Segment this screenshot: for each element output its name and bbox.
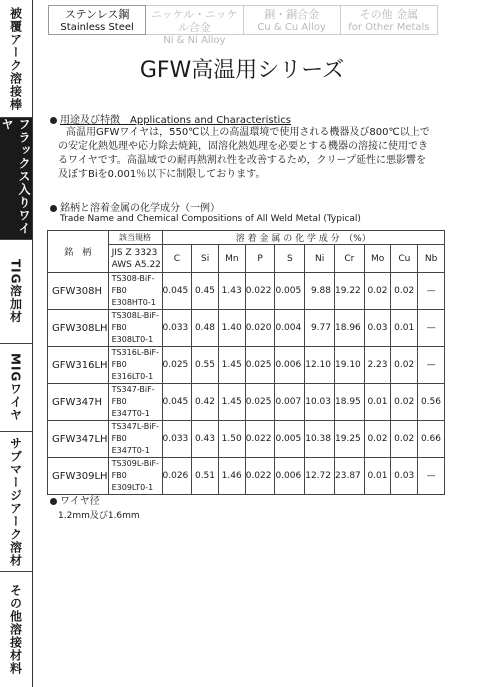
body-line: 及ぼすBiを0.001％以下に制限しております。: [58, 169, 266, 180]
cell-value: 1.43: [218, 273, 245, 310]
cell-value: 0.022: [245, 458, 275, 495]
cell-value: 9.77: [305, 310, 335, 347]
cell-standard: [108, 310, 162, 347]
cell-jis: TS347-BiF-FB0: [111, 385, 155, 406]
side-tab-label: MIGワイヤ: [8, 353, 23, 422]
cell-standard: [108, 384, 162, 421]
cell-value: 0.02: [391, 347, 418, 384]
header-element: Cr: [335, 245, 365, 273]
cell-value: 1.50: [218, 421, 245, 458]
cell-value: 0.006: [275, 347, 305, 384]
cell-standard: [108, 421, 162, 458]
cell-value: 2.23: [364, 347, 391, 384]
cell-aws: E308HT0-1: [111, 298, 156, 307]
cell-value: 0.01: [364, 384, 391, 421]
cell-value: 0.045: [162, 384, 192, 421]
cell-value: 0.01: [391, 310, 418, 347]
cell-jis: TS347L-BiF-FB0: [111, 422, 159, 443]
sidebar-divider: [32, 0, 33, 687]
header-element: Si: [192, 245, 219, 273]
tab-label-en: Cu & Cu Alloy: [257, 22, 326, 33]
cell-value: 0.01: [364, 458, 391, 495]
applications-heading-en: Applications and Characteristics: [130, 115, 292, 126]
table-row: [48, 310, 445, 347]
cell-value: 0.005: [275, 273, 305, 310]
cell-value: 0.56: [418, 384, 445, 421]
cell-value: 0.02: [364, 273, 391, 310]
cell-value: 0.033: [162, 421, 192, 458]
table-row: [48, 347, 445, 384]
side-tab-tig-filler[interactable]: [0, 240, 32, 344]
tab-label-jp: 銅・銅合金: [264, 8, 320, 21]
composition-heading: [50, 199, 220, 214]
wire-heading-text: ワイヤ径: [60, 496, 100, 507]
cell-value: 0.03: [391, 458, 418, 495]
header-jis-aws: [108, 245, 162, 273]
cell-value: 0.020: [245, 310, 275, 347]
cell-value: 0.006: [275, 458, 305, 495]
header-chemical: 溶 着 金 属 の 化 学 成 分 （%）: [162, 231, 445, 245]
cell-brand: GFW308H: [48, 273, 109, 310]
cell-value: —: [418, 347, 445, 384]
tab-label-jp: ステンレス鋼: [64, 8, 130, 21]
header-jis: JIS Z 3323: [111, 247, 158, 258]
wire-sizes: 1.2mm及び1.6mm: [58, 511, 140, 521]
cell-value: —: [418, 273, 445, 310]
cell-jis: TS316L-BiF-FB0: [111, 348, 159, 369]
table-row: [48, 421, 445, 458]
composition-heading-en: Trade Name and Chemical Compositions of All Weld Metal (Typical): [60, 214, 361, 224]
cell-value: 0.03: [364, 310, 391, 347]
body-line: 高温用GFWワイヤは，550℃以上の高温環境で使用される機器及び800℃以上で: [66, 127, 430, 138]
tab-ni-alloy[interactable]: [146, 5, 243, 46]
table-row: [48, 384, 445, 421]
tab-label-jp: ニッケル・ニッケル合金: [151, 8, 238, 34]
cell-value: 0.02: [364, 421, 391, 458]
header-element: Ni: [305, 245, 335, 273]
cell-value: 19.25: [335, 421, 365, 458]
header-element: Cu: [391, 245, 418, 273]
cell-brand: GFW347H: [48, 384, 109, 421]
cell-value: 0.02: [391, 421, 418, 458]
side-tab-label: サブマージアーク溶材: [8, 436, 23, 567]
body-line: るワイヤです。高温域での耐再熱割れ性を改善するため，クリープ延性に悪影響を: [58, 155, 426, 166]
cell-value: 9.88: [305, 273, 335, 310]
cell-value: 0.005: [275, 421, 305, 458]
bullet-icon: [50, 205, 57, 212]
tab-label-en: Stainless Steel: [60, 22, 134, 33]
side-tab-label: 被覆アーク溶接棒: [8, 6, 23, 111]
cell-value: 12.10: [305, 347, 335, 384]
cell-value: 10.03: [305, 384, 335, 421]
cell-aws: E347T0-1: [111, 409, 150, 418]
cell-value: 0.004: [275, 310, 305, 347]
cell-aws: E347T0-1: [111, 446, 150, 455]
cell-brand: GFW308LH: [48, 310, 109, 347]
tab-label-en: for Other Metals: [348, 22, 430, 33]
cell-standard: [108, 347, 162, 384]
cell-value: 0.48: [192, 310, 219, 347]
applications-body: [58, 126, 453, 182]
side-tab-label: その他溶接材料: [8, 584, 23, 675]
cell-value: 0.007: [275, 384, 305, 421]
cell-value: 0.026: [162, 458, 192, 495]
applications-heading: [50, 111, 291, 126]
applications-heading-jp: 用途及び特徴: [60, 115, 120, 126]
cell-aws: E309LT0-1: [111, 483, 154, 492]
cell-brand: GFW316LH: [48, 347, 109, 384]
header-element: P: [245, 245, 275, 273]
cell-value: 12.72: [305, 458, 335, 495]
side-tab-mig-wire[interactable]: [0, 344, 32, 432]
cell-standard: [108, 458, 162, 495]
header-aws: AWS A5.22: [111, 259, 161, 270]
header-element: S: [275, 245, 305, 273]
cell-value: 18.95: [335, 384, 365, 421]
cell-brand: GFW347LH: [48, 421, 109, 458]
side-tab-flux-cored-wire[interactable]: [0, 118, 32, 240]
composition-table: [47, 230, 445, 495]
applications-heading-text: [60, 115, 291, 126]
tab-cu-alloy[interactable]: [244, 5, 341, 35]
cell-value: 0.022: [245, 421, 275, 458]
header-element: Mo: [364, 245, 391, 273]
side-tab-label: TIG溶加材: [8, 259, 23, 324]
page-title: GFW高温用シリーズ: [139, 58, 345, 83]
cell-value: 0.43: [192, 421, 219, 458]
tab-label-jp: その他 金属: [359, 8, 419, 21]
side-tab-submerged-arc[interactable]: [0, 432, 32, 572]
side-tab-other[interactable]: [0, 572, 32, 687]
header-brand: 銘 柄: [48, 231, 109, 273]
tab-label-en: Ni & Ni Alloy: [163, 35, 226, 46]
cell-value: 1.45: [218, 384, 245, 421]
cell-value: 0.51: [192, 458, 219, 495]
body-line: の安定化熱処理や応力除去焼鈍，固溶化熱処理を必要とする機器の溶接に使用でき: [58, 141, 428, 152]
table-row: [48, 273, 445, 310]
top-category-nav: [48, 5, 438, 46]
tab-stainless-steel[interactable]: [48, 5, 146, 35]
cell-value: 0.025: [162, 347, 192, 384]
cell-value: 0.45: [192, 273, 219, 310]
cell-value: 0.025: [245, 347, 275, 384]
cell-aws: E316LT0-1: [111, 372, 154, 381]
side-nav: [0, 0, 33, 687]
cell-value: 1.40: [218, 310, 245, 347]
table-row: [48, 458, 445, 495]
cell-aws: E308LT0-1: [111, 335, 154, 344]
header-element: C: [162, 245, 192, 273]
wire-heading: [50, 492, 100, 507]
cell-value: 23.87: [335, 458, 365, 495]
cell-value: 19.10: [335, 347, 365, 384]
composition-heading-jp: 銘柄と溶着金属の化学成分（一例）: [60, 203, 220, 214]
cell-value: —: [418, 310, 445, 347]
cell-value: 1.45: [218, 347, 245, 384]
cell-value: 19.22: [335, 273, 365, 310]
cell-value: 0.033: [162, 310, 192, 347]
cell-value: —: [418, 458, 445, 495]
cell-jis: TS309L-BiF-FB0: [111, 459, 159, 480]
header-element: Mn: [218, 245, 245, 273]
cell-brand: GFW309LH: [48, 458, 109, 495]
cell-standard: [108, 273, 162, 310]
cell-value: 0.66: [418, 421, 445, 458]
bullet-icon: [50, 117, 57, 124]
cell-value: 1.46: [218, 458, 245, 495]
cell-value: 0.02: [391, 384, 418, 421]
cell-value: 0.025: [245, 384, 275, 421]
cell-value: 0.55: [192, 347, 219, 384]
tab-other-metals[interactable]: [341, 5, 438, 35]
side-tab-label: フラックス入りワイヤ: [0, 118, 31, 235]
bullet-icon: [50, 498, 57, 505]
cell-value: 0.02: [391, 273, 418, 310]
cell-value: 0.42: [192, 384, 219, 421]
cell-value: 0.022: [245, 273, 275, 310]
cell-jis: TS308-BiF-FB0: [111, 274, 155, 295]
header-standard: 該当規格: [108, 231, 162, 245]
header-element: Nb: [418, 245, 445, 273]
cell-value: 0.045: [162, 273, 192, 310]
cell-value: 10.38: [305, 421, 335, 458]
cell-jis: TS308L-BiF-FB0: [111, 311, 159, 332]
cell-value: 18.96: [335, 310, 365, 347]
composition-rows: [48, 273, 445, 495]
